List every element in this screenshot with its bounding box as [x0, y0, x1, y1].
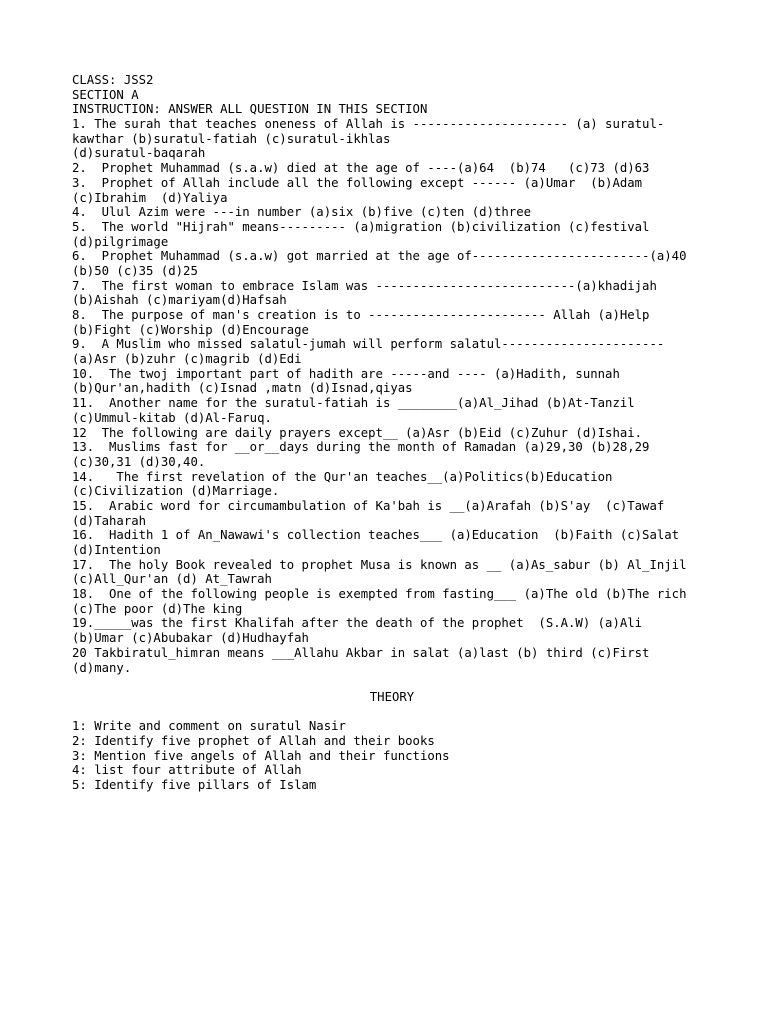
question-line: 11. Another name for the suratul-fatiah is ________(a)Al_Jihad (b)At-Tanzil: [72, 396, 635, 411]
spacer: [72, 705, 712, 720]
question-line: (b)Qur'an,hadith (c)Isnad ,matn (d)Isnad,qiyas: [72, 381, 413, 396]
theory-question-line: 1: Write and comment on suratul Nasir: [72, 719, 346, 734]
question-line: (b)Umar (c)Abubakar (d)Hudhayfah: [72, 631, 309, 646]
question-line: (a)Asr (b)zuhr (c)magrib (d)Edi: [72, 352, 302, 367]
question-line: 10. The twoj important part of hadith are -----and ---- (a)Hadith, sunnah: [72, 366, 620, 381]
question-line: (d)pilgrimage: [72, 234, 169, 249]
question-line: (d)Taharah: [72, 513, 147, 528]
theory-heading: THEORY: [369, 689, 415, 704]
question-line: 20 Takbiratul_himran means ___Allahu Akbar in salat (a)last (b) third (c)First: [72, 645, 650, 660]
question-line: 13. Muslims fast for __or__days during the month of Ramadan (a)29,30 (b)28,29: [72, 440, 650, 455]
theory-question-line: 4: list four attribute of Allah: [72, 763, 302, 778]
theory-question-line: 3: Mention five angels of Allah and their functions: [72, 748, 450, 763]
question-line: (b)Aishah (c)mariyam(d)Hafsah: [72, 293, 287, 308]
question-line: 14. The first revelation of the Qur'an teaches__(a)Politics(b)Education: [72, 469, 613, 484]
question-line: (c)Ummul-kitab (d)Al-Faruq.: [72, 410, 272, 425]
instruction-line: INSTRUCTION: ANSWER ALL QUESTION IN THIS SECTION: [72, 102, 428, 117]
question-line: 3. Prophet of Allah include all the following except ------ (a)Umar (b)Adam: [72, 175, 643, 190]
theory-question-line: 5: Identify five pillars of Islam: [72, 778, 317, 792]
question-line: 18. One of the following people is exempted from fasting___ (a)The old (b)The rich: [72, 587, 687, 602]
question-line: (d)suratul-baqarah: [72, 146, 206, 161]
question-line: (c)All_Qur'an (d) At_Tawrah: [72, 572, 272, 587]
spacer: [72, 675, 712, 690]
question-line: (b)Fight (c)Worship (d)Encourage: [72, 322, 309, 337]
question-line: 16. Hadith 1 of An_Nawawi's collection teaches___ (a)Education (b)Faith (c)Salat: [72, 528, 680, 543]
question-line: (c)Civilization (d)Marriage.: [72, 484, 280, 499]
question-line: 12 The following are daily prayers except__ (a)Asr (b)Eid (c)Zuhur (d)Ishai.: [72, 425, 643, 440]
question-line: 15. Arabic word for circumambulation of Ka'bah is __(a)Arafah (b)S'ay (c)Tawaf: [72, 498, 665, 513]
question-line: 19._____was the first Khalifah after the death of the prophet (S.A.W) (a)Ali: [72, 616, 643, 631]
question-line: (c)Ibrahim (d)Yaliya: [72, 190, 228, 205]
question-line: 6. Prophet Muhammad (s.a.w) got married at the age of------------------------(a)40: [72, 249, 687, 264]
question-line: 1. The surah that teaches oneness of Allah is --------------------- (a) suratul-: [72, 117, 665, 132]
question-line: 17. The holy Book revealed to prophet Musa is known as __ (a)As_sabur (b) Al_Injil: [72, 557, 687, 572]
class-line: CLASS: JSS2: [72, 73, 154, 87]
question-line: (c)The poor (d)The king: [72, 601, 243, 616]
question-line: 9. A Muslim who missed salatul-jumah will perform salatul----------------------: [72, 337, 665, 352]
question-line: 4. Ulul Azim were ---in number (a)six (b)five (c)ten (d)three: [72, 205, 532, 220]
objective-questions: [72, 117, 712, 675]
question-line: (b)50 (c)35 (d)25: [72, 263, 198, 278]
question-line: 2. Prophet Muhammad (s.a.w) died at the age of ----(a)64 (b)74 (c)73 (d)63: [72, 161, 650, 176]
question-line: (c)30,31 (d)30,40.: [72, 454, 206, 469]
section-line: SECTION A: [72, 87, 139, 102]
question-line: 5. The world "Hijrah" means--------- (a)migration (b)civilization (c)festival: [72, 219, 650, 234]
question-line: (d)many.: [72, 660, 132, 675]
question-line: 7. The first woman to embrace Islam was ---------------------------(a)khadijah: [72, 278, 657, 293]
document-page: [72, 73, 712, 793]
question-line: (d)Intention: [72, 543, 161, 557]
question-line: kawthar (b)suratul-fatiah (c)suratul-ikhlas: [72, 131, 391, 146]
theory-questions: [72, 719, 712, 792]
question-line: 8. The purpose of man's creation is to ------------------------ Allah (a)Help: [72, 308, 650, 322]
theory-question-line: 2: Identify five prophet of Allah and their books: [72, 733, 435, 748]
